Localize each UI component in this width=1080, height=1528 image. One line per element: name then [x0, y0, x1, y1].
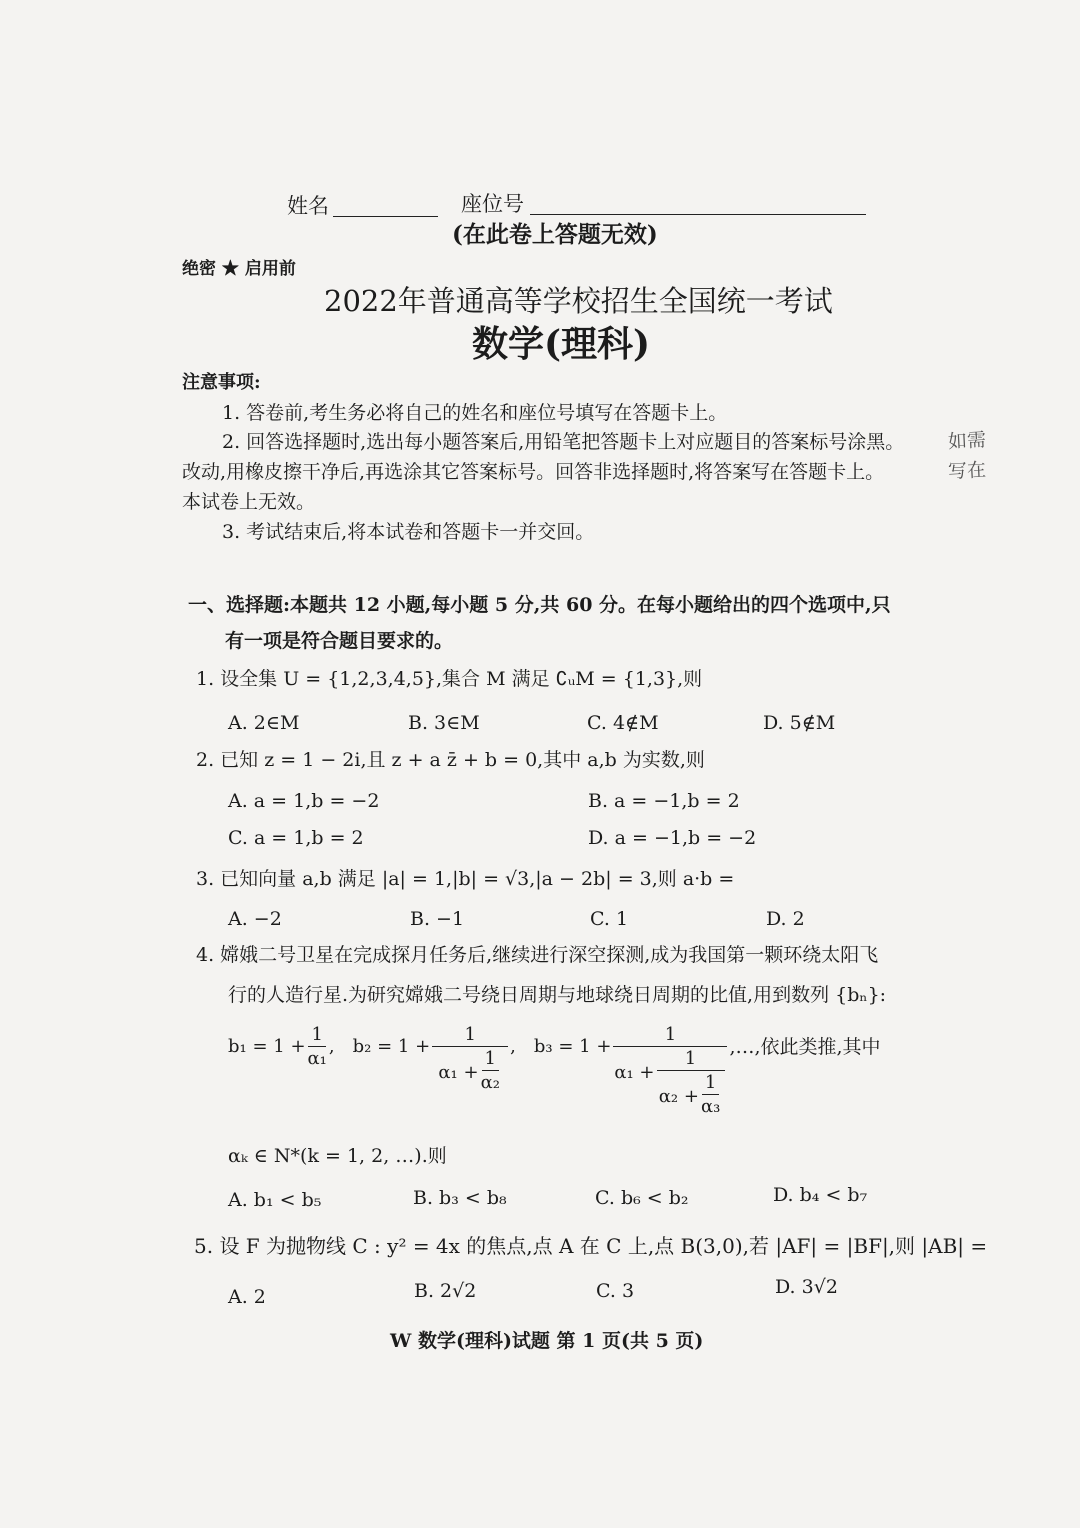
denominator: α₃ — [700, 1096, 721, 1117]
numerator: 1 — [432, 1026, 508, 1047]
denominator: α₁ — [307, 1048, 327, 1069]
b2-label: b₂ = 1 + — [352, 1036, 431, 1057]
section-heading: 一、选择题:本题共 12 小题,每小题 5 分,共 60 分。在每小题给出的四个选项中,只 — [188, 594, 891, 616]
q5-option-a: A. 2 — [228, 1286, 266, 1308]
q3-option-c: C. 1 — [590, 908, 629, 930]
invalid-note: (在此卷上答题无效) — [452, 221, 658, 248]
q2-stem: 2. 已知 z = 1 − 2i,且 z + a z̄ + b = 0,其中 a,b 为实数,则 — [196, 749, 705, 771]
q4-formula — [228, 1024, 881, 1116]
secret-label: 绝密 ★ 启用前 — [182, 259, 296, 279]
q4-option-d: D. b₄ < b₇ — [773, 1184, 868, 1206]
q3-option-a: A. −2 — [228, 908, 282, 930]
margin-handwriting-1: 如需 — [947, 429, 987, 453]
nested-fraction — [481, 1050, 500, 1092]
margin-handwriting-2: 写在 — [947, 459, 987, 483]
q3-option-b: B. −1 — [410, 908, 465, 930]
q4-option-b: B. b₃ < b₈ — [413, 1187, 507, 1209]
q2-option-b: B. a = −1,b = 2 — [588, 790, 740, 812]
q5-option-b: B. 2√2 — [414, 1280, 477, 1302]
notes-heading: 注意事项: — [182, 372, 261, 393]
comma: , — [510, 1036, 516, 1057]
name-label: 姓名 — [287, 194, 329, 218]
note-2a: 2. 回答选择题时,选出每小题答案后,用铅笔把答题卡上对应题目的答案标号涂黑。 — [222, 431, 905, 453]
b3-fraction — [613, 1026, 727, 1116]
q4-condition: αₖ ∈ N*(k = 1, 2, …).则 — [228, 1145, 447, 1167]
exam-title: 2022年普通高等学校招生全国统一考试 — [324, 284, 833, 318]
numerator: 1 — [482, 1050, 499, 1071]
q2-option-d: D. a = −1,b = −2 — [588, 827, 757, 849]
q5-stem: 5. 设 F 为抛物线 C : y² = 4x 的焦点,点 A 在 C 上,点 B(3,0),若 |AF| = |BF|,则 |AB| = — [194, 1234, 988, 1258]
numerator: 1 — [702, 1074, 719, 1095]
q1-option-c: C. 4∉M — [587, 712, 659, 734]
page-footer: W 数学(理科)试题 第 1 页(共 5 页) — [390, 1330, 704, 1352]
q4-stem-1: 4. 嫦娥二号卫星在完成探月任务后,继续进行深空探测,成为我国第一颗环绕太阳飞 — [196, 944, 879, 966]
numerator: 1 — [308, 1026, 325, 1047]
numerator: 1 — [613, 1026, 727, 1047]
seat-label: 座位号 — [461, 192, 524, 216]
note-3: 3. 考试结束后,将本试卷和答题卡一并交回。 — [222, 521, 595, 543]
term: α₁ + — [614, 1062, 655, 1083]
q1-stem: 1. 设全集 U = {1,2,3,4,5},集合 M 满足 ∁ᵤM = {1,3},则 — [196, 668, 703, 690]
q2-option-a: A. a = 1,b = −2 — [228, 790, 380, 812]
q5-option-c: C. 3 — [596, 1280, 635, 1302]
b1-fraction — [308, 1026, 327, 1068]
b2-fraction — [432, 1026, 508, 1092]
q2-option-c: C. a = 1,b = 2 — [228, 827, 364, 849]
q1-option-d: D. 5∉M — [763, 712, 836, 734]
b3-label: b₃ = 1 + — [533, 1036, 612, 1057]
q4-stem-2: 行的人造行星.为研究嫦娥二号绕日周期与地球绕日周期的比值,用到数列 {bₙ}: — [228, 984, 887, 1006]
note-2b: 改动,用橡皮擦干净后,再选涂其它答案标号。回答非选择题时,将答案写在答题卡上。 — [182, 461, 885, 483]
subject-title: 数学(理科) — [472, 323, 651, 365]
denominator — [614, 1047, 726, 1116]
q4-option-a: A. b₁ < b₅ — [228, 1189, 322, 1211]
q5-option-d: D. 3√2 — [775, 1276, 838, 1298]
seat-blank — [530, 214, 866, 215]
q3-option-d: D. 2 — [766, 908, 805, 930]
section-heading-2: 有一项是符合题目要求的。 — [225, 630, 454, 652]
b1-label: b₁ = 1 + — [228, 1036, 306, 1057]
nested-fraction — [701, 1074, 720, 1116]
q4-tail: ,…,依此类推,其中 — [729, 1036, 881, 1058]
comma: , — [328, 1036, 335, 1057]
numerator: 1 — [657, 1050, 725, 1071]
term: α₂ + — [658, 1086, 699, 1107]
note-2c: 本试卷上无效。 — [182, 491, 316, 513]
note-1: 1. 答卷前,考生务必将自己的姓名和座位号填写在答题卡上。 — [222, 402, 728, 424]
q4-option-c: C. b₆ < b₂ — [595, 1187, 689, 1209]
q3-stem: 3. 已知向量 a,b 满足 |a| = 1,|b| = √3,|a − 2b| = 3,则 a·b = — [196, 868, 735, 890]
term: α₁ + — [438, 1062, 479, 1083]
nested-fraction — [657, 1050, 725, 1116]
denominator: α₂ — [480, 1072, 500, 1093]
q1-option-b: B. 3∈M — [408, 712, 480, 734]
denominator — [438, 1047, 502, 1092]
q1-option-a: A. 2∈M — [228, 712, 300, 734]
name-blank — [333, 216, 438, 217]
denominator — [659, 1071, 723, 1116]
